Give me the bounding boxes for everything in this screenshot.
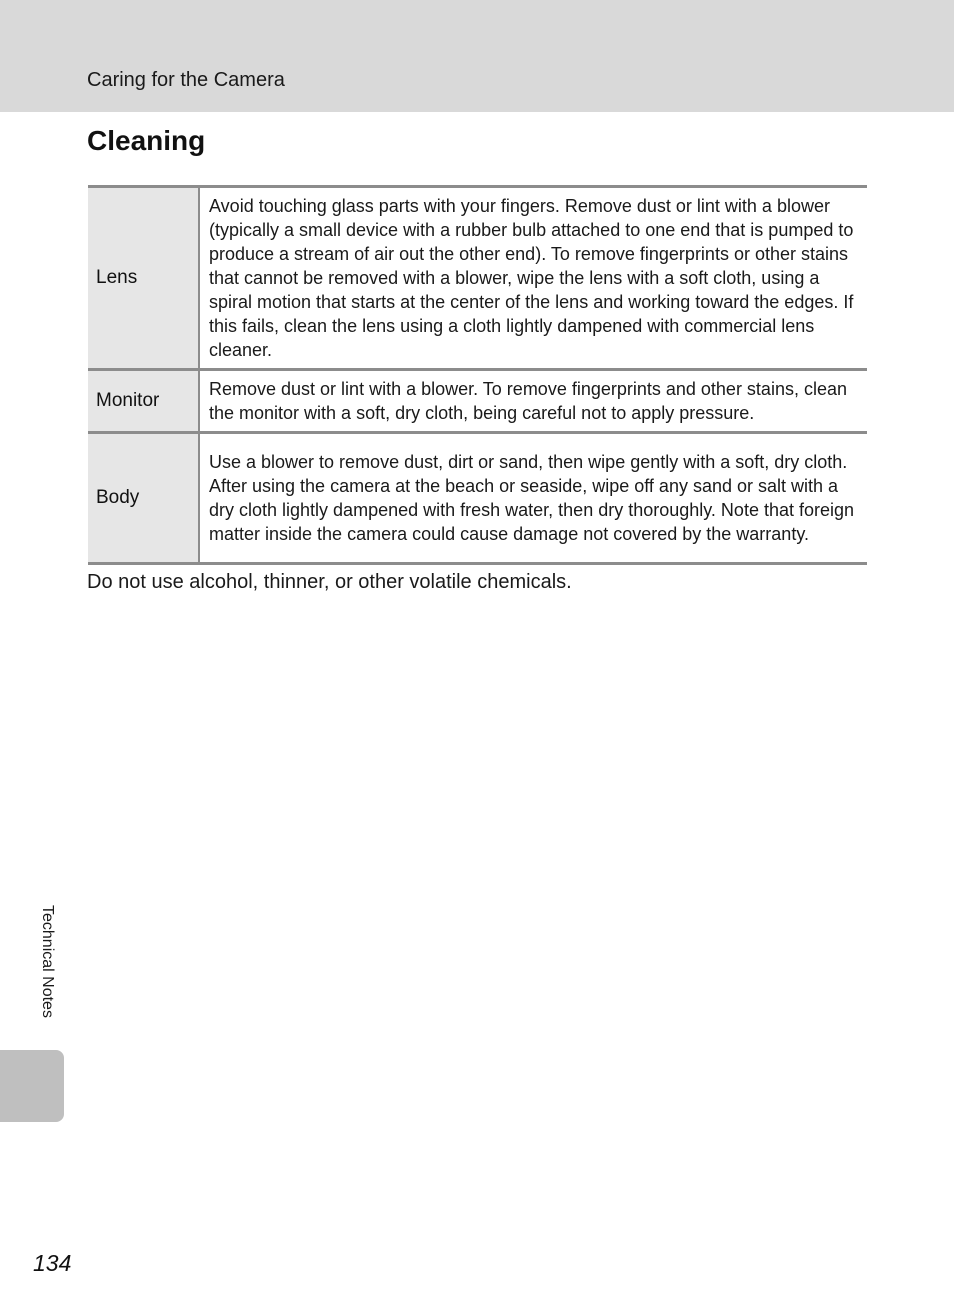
page-title: Cleaning xyxy=(87,125,206,156)
table-row xyxy=(88,433,867,564)
header-band xyxy=(0,0,954,112)
row-description: Use a blower to remove dust, dirt or sand, then wipe gently with a soft, dry cloth. After using the camera at the beach or seaside, wipe off any sand or salt with a dry cloth lightly dampened with fresh water, then dry thoroughly. Note that foreign matter inside the camera could cause damage not covered by the warranty. xyxy=(209,452,855,544)
section-header-title: Caring for the Camera xyxy=(87,69,285,91)
row-label: Monitor xyxy=(88,370,199,433)
table-row xyxy=(88,187,867,370)
row-description: Remove dust or lint with a blower. To remove fingerprints and other stains, clean the monitor with a soft, dry cloth, being careful not to apply pressure. xyxy=(209,379,847,423)
side-tab-label: Technical Notes xyxy=(39,905,56,1018)
cleaning-table xyxy=(88,185,867,565)
row-description: Avoid touching glass parts with your fingers. Remove dust or lint with a blower (typically a small device with a rubber bulb attached to one end that is pumped to produce a stream of air out the other end). To remove fingerprints or other stains that cannot be removed with a blower, wipe the lens with a soft cloth, using a spiral motion that starts at the center of the lens and working toward the edges. If this fails, clean the lens using a cloth lightly dampened with commercial lens cleaner. xyxy=(209,196,854,360)
row-label: Lens xyxy=(88,187,199,370)
footer-note: Do not use alcohol, thinner, or other volatile chemicals. xyxy=(87,571,572,593)
page-number: 134 xyxy=(33,1250,72,1276)
table-row xyxy=(88,370,867,433)
row-label: Body xyxy=(88,433,199,564)
side-tab-marker xyxy=(0,1050,64,1122)
